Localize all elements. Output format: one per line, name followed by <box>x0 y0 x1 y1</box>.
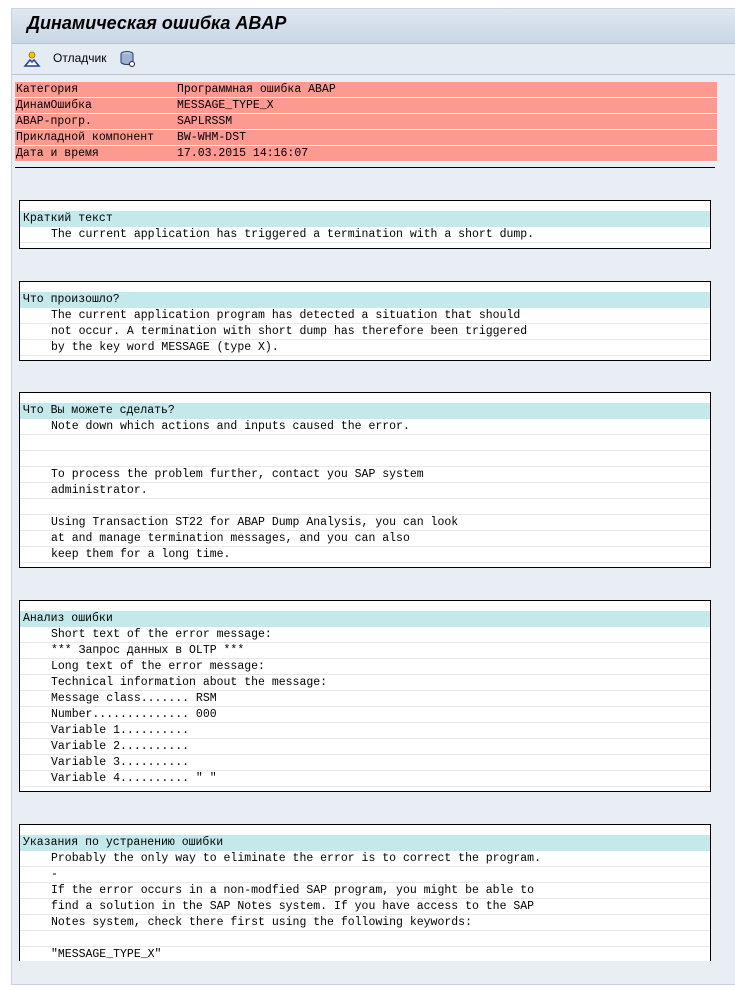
title-bar <box>12 9 735 44</box>
header-row <box>15 82 717 98</box>
section-line: not occur. A termination with short dump has therefore been triggered <box>20 324 710 340</box>
section-how-to-correct <box>19 824 711 961</box>
section-line: Probably the only way to eliminate the error is to correct the program. <box>20 851 710 867</box>
section-line: Variable 3.......... <box>20 755 710 771</box>
section-line: To process the problem further, contact you SAP system <box>20 467 710 483</box>
section-line: Variable 4.......... " " <box>20 771 710 787</box>
debugger-button[interactable]: Отладчик <box>53 51 107 65</box>
header-value: BW-WHM-DST <box>177 131 247 144</box>
section-line <box>20 499 710 515</box>
header-key: Дата и время <box>16 147 99 160</box>
dump-header <box>15 82 717 162</box>
header-value: 17.03.2015 14:16:07 <box>177 147 309 160</box>
section-line: Notes system, check there first using the following keywords: <box>20 915 710 931</box>
section-line: If the error occurs in a non-modfied SAP program, you might be able to <box>20 883 710 899</box>
header-row <box>15 114 717 130</box>
section-line: *** Запрос данных в OLTP *** <box>20 643 710 659</box>
section-line: The current application program has detected a situation that should <box>20 308 710 324</box>
header-row <box>15 98 717 114</box>
header-value: SAPLRSSM <box>177 115 233 128</box>
window-title: Динамическая ошибка ABAP <box>27 13 287 33</box>
section-line: administrator. <box>20 483 710 499</box>
section-line: The current application has triggered a termination with a short dump. <box>20 227 710 243</box>
dump-window <box>11 8 735 985</box>
section-line: Technical information about the message: <box>20 675 710 691</box>
section-line: Note down which actions and inputs caused the error. <box>20 419 710 435</box>
header-key: ABAP-прогр. <box>16 115 92 128</box>
header-value: MESSAGE_TYPE_X <box>177 99 274 112</box>
section-title: Анализ ошибки <box>20 611 710 627</box>
header-divider <box>15 167 715 168</box>
section-line: Number.............. 000 <box>20 707 710 723</box>
section-title: Краткий текст <box>20 211 710 227</box>
section-short-text <box>19 200 711 249</box>
section-line: find a solution in the SAP Notes system. If you have access to the SAP <box>20 899 710 915</box>
section-line <box>20 435 710 451</box>
section-line <box>20 931 710 947</box>
section-line: keep them for a long time. <box>20 547 710 563</box>
section-title: Что произошло? <box>20 292 710 308</box>
section-line: Long text of the error message: <box>20 659 710 675</box>
section-line: by the key word MESSAGE (type X). <box>20 340 710 356</box>
database-icon[interactable] <box>119 50 137 68</box>
section-what-can-you-do <box>19 392 711 568</box>
header-key: Категория <box>16 83 79 96</box>
section-line <box>20 451 710 467</box>
section-title: Указания по устранению ошибки <box>20 835 710 851</box>
section-what-happened <box>19 281 711 361</box>
section-line: - <box>20 867 710 883</box>
section-error-analysis <box>19 600 711 792</box>
header-value: Программная ошибка ABAP <box>177 83 336 96</box>
header-row <box>15 130 717 146</box>
header-key: ДинамОшибка <box>16 99 92 112</box>
section-line: Short text of the error message: <box>20 627 710 643</box>
section-line: Variable 2.......... <box>20 739 710 755</box>
header-row <box>15 146 717 162</box>
debugger-icon[interactable] <box>23 50 41 68</box>
section-line: Variable 1.......... <box>20 723 710 739</box>
header-key: Прикладной компонент <box>16 131 155 144</box>
section-line: at and manage termination messages, and you can also <box>20 531 710 547</box>
section-title: Что Вы можете сделать? <box>20 403 710 419</box>
section-line: Message class....... RSM <box>20 691 710 707</box>
section-line: "MESSAGE_TYPE_X" <box>20 947 710 961</box>
section-line: Using Transaction ST22 for ABAP Dump Analysis, you can look <box>20 515 710 531</box>
toolbar <box>12 44 735 75</box>
